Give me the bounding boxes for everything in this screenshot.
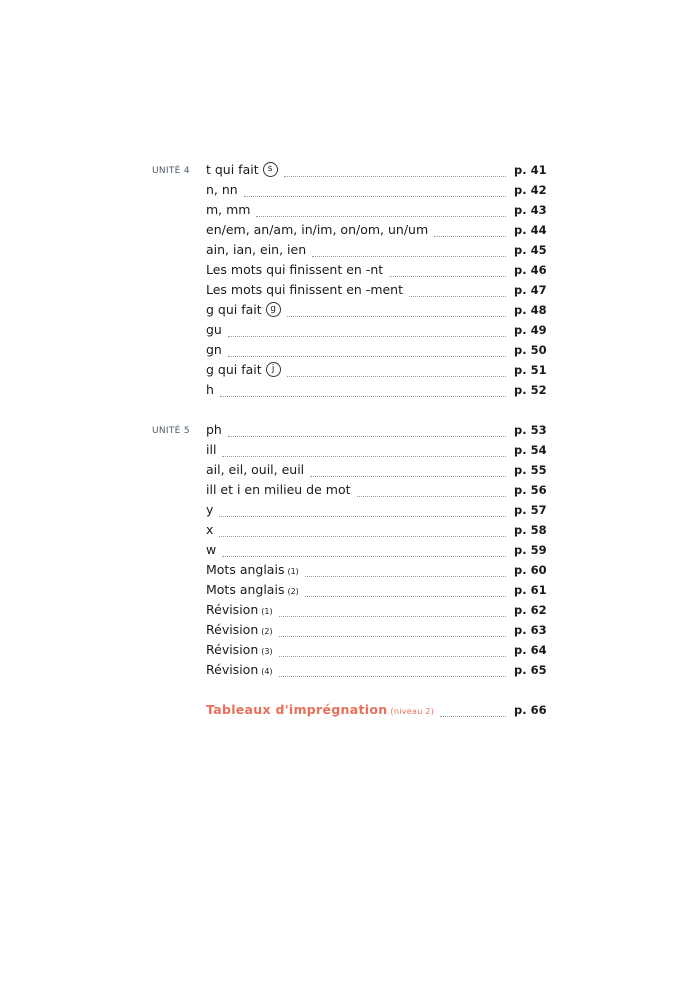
entry-title: y — [206, 502, 214, 517]
entry-title: ill — [206, 442, 217, 457]
toc-entry[interactable] — [206, 542, 547, 562]
toc-entry[interactable] — [206, 622, 547, 642]
page-number: p. 59 — [514, 543, 547, 557]
entry-title: w — [206, 542, 217, 557]
toc-entry[interactable] — [206, 662, 547, 682]
entry-title: x — [206, 522, 214, 537]
toc-entry[interactable] — [206, 182, 547, 202]
dot-leader — [279, 655, 506, 657]
page-number: p. 53 — [514, 423, 547, 437]
dot-leader — [434, 235, 506, 237]
page-number: p. 44 — [514, 223, 547, 237]
toc-entry[interactable] — [206, 482, 547, 502]
page-number: p. 62 — [514, 603, 547, 617]
toc-entry[interactable] — [206, 602, 547, 622]
dot-leader — [440, 715, 506, 717]
entry-title: n, nn — [206, 182, 238, 197]
page-number: p. 41 — [514, 163, 547, 177]
page-number: p. 66 — [514, 703, 547, 717]
dot-leader — [222, 455, 506, 457]
dot-leader — [220, 395, 506, 397]
toc-entry-tableaux[interactable] — [206, 702, 547, 722]
entry-title: Les mots qui finissent en -ment — [206, 282, 404, 297]
page-number: p. 46 — [514, 263, 547, 277]
entry-title: Révision (1) — [206, 602, 273, 617]
dot-leader — [228, 335, 506, 337]
page-number: p. 45 — [514, 243, 547, 257]
toc-entry[interactable] — [206, 362, 547, 382]
dot-leader — [219, 515, 506, 517]
entry-suffix: (2) — [261, 627, 273, 636]
page-number: p. 42 — [514, 183, 547, 197]
toc-entry[interactable] — [206, 302, 547, 322]
entry-title: ill et i en milieu de mot — [206, 482, 351, 497]
entry-suffix: (1) — [287, 567, 299, 576]
entry-suffix: (3) — [261, 647, 273, 656]
toc-entry[interactable] — [206, 462, 547, 482]
toc-entry[interactable] — [206, 162, 547, 182]
dot-leader — [228, 435, 506, 437]
dot-leader — [244, 195, 506, 197]
page-number: p. 57 — [514, 503, 547, 517]
page-number: p. 43 — [514, 203, 547, 217]
dot-leader — [284, 175, 506, 177]
entry-title: gu — [206, 322, 222, 337]
sound-glyph-icon: g — [266, 302, 281, 317]
dot-leader — [312, 255, 506, 257]
page-number: p. 50 — [514, 343, 547, 357]
toc-entry[interactable] — [206, 522, 547, 542]
toc-entry[interactable] — [206, 422, 547, 442]
entry-title: m, mm — [206, 202, 251, 217]
dot-leader — [256, 215, 506, 217]
page-number: p. 58 — [514, 523, 547, 537]
page-number: p. 51 — [514, 363, 547, 377]
toc-entry[interactable] — [206, 562, 547, 582]
page-number: p. 56 — [514, 483, 547, 497]
toc-entry[interactable] — [206, 442, 547, 462]
entry-suffix: (1) — [261, 607, 273, 616]
unit-label: UNITÉ 4 — [152, 166, 190, 176]
page-number: p. 48 — [514, 303, 547, 317]
sound-glyph-icon: s — [263, 162, 278, 177]
page-number: p. 64 — [514, 643, 547, 657]
entry-title: Révision (2) — [206, 622, 273, 637]
entry-title: g qui fait j — [206, 362, 281, 378]
entry-suffix: (2) — [287, 587, 299, 596]
dot-leader — [305, 575, 506, 577]
entry-title: Les mots qui finissent en -nt — [206, 262, 384, 277]
entry-title: h — [206, 382, 214, 397]
page-number: p. 63 — [514, 623, 547, 637]
toc-entry[interactable] — [206, 242, 547, 262]
dot-leader — [287, 315, 506, 317]
entry-title: ail, eil, ouil, euil — [206, 462, 305, 477]
toc-entry[interactable] — [206, 322, 547, 342]
page-number: p. 52 — [514, 383, 547, 397]
unit-label: UNITÉ 5 — [152, 426, 190, 436]
dot-leader — [305, 595, 506, 597]
dot-leader — [409, 295, 506, 297]
page-number: p. 54 — [514, 443, 547, 457]
toc-entry[interactable] — [206, 502, 547, 522]
sound-glyph-icon: j — [266, 362, 281, 377]
dot-leader — [219, 535, 506, 537]
toc-entry[interactable] — [206, 642, 547, 662]
page-number: p. 47 — [514, 283, 547, 297]
dot-leader — [287, 375, 506, 377]
page-number: p. 61 — [514, 583, 547, 597]
dot-leader — [279, 635, 506, 637]
toc-entry[interactable] — [206, 282, 547, 302]
dot-leader — [389, 275, 506, 277]
toc-entry[interactable] — [206, 202, 547, 222]
entry-title: t qui fait s — [206, 162, 278, 178]
toc-entry[interactable] — [206, 582, 547, 602]
toc-entry[interactable] — [206, 382, 547, 402]
dot-leader — [228, 355, 506, 357]
entry-title: Mots anglais (2) — [206, 582, 299, 597]
entry-title: ph — [206, 422, 222, 437]
page-number: p. 65 — [514, 663, 547, 677]
toc-entry[interactable] — [206, 342, 547, 362]
entry-title: gn — [206, 342, 222, 357]
page-number: p. 60 — [514, 563, 547, 577]
entry-title: g qui fait g — [206, 302, 281, 318]
page-number: p. 49 — [514, 323, 547, 337]
dot-leader — [279, 675, 506, 677]
entry-title: Révision (4) — [206, 662, 273, 677]
dot-leader — [222, 555, 506, 557]
toc-entry[interactable] — [206, 262, 547, 282]
dot-leader — [310, 475, 506, 477]
toc-entry[interactable] — [206, 222, 547, 242]
page-number: p. 55 — [514, 463, 547, 477]
dot-leader — [279, 615, 506, 617]
dot-leader — [357, 495, 507, 497]
entry-title: Révision (3) — [206, 642, 273, 657]
entry-title: Tableaux d'imprégnation (niveau 2) — [206, 702, 435, 717]
entry-suffix: (4) — [261, 667, 273, 676]
entry-suffix: (niveau 2) — [390, 707, 435, 716]
entry-title: en/em, an/am, in/im, on/om, un/um — [206, 222, 429, 237]
entry-title: Mots anglais (1) — [206, 562, 299, 577]
entry-title: ain, ian, ein, ien — [206, 242, 307, 257]
